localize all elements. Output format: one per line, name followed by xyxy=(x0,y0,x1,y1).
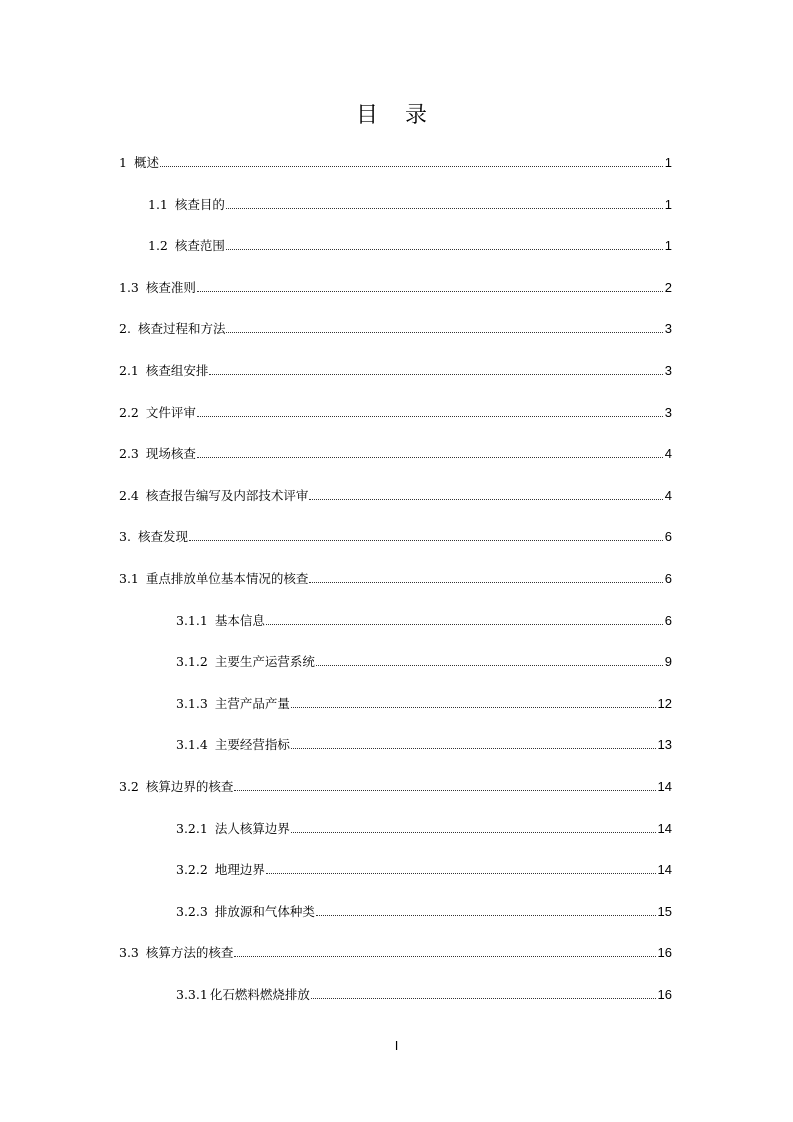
toc-dot-leader xyxy=(309,582,662,583)
toc-dot-leader xyxy=(291,832,656,833)
toc-entry-page: 9 xyxy=(664,654,672,670)
toc-entry-page: 3 xyxy=(664,363,672,378)
toc-entry[interactable] xyxy=(148,228,672,254)
toc-entry-title: 核查发现 xyxy=(137,529,188,545)
toc-dot-leader xyxy=(160,166,663,167)
toc-dot-leader xyxy=(189,540,663,541)
toc-dot-leader xyxy=(266,873,656,874)
toc-entry[interactable] xyxy=(176,894,672,920)
toc-entry[interactable] xyxy=(119,478,672,504)
toc-dot-leader xyxy=(209,374,662,375)
toc-entry-page: 16 xyxy=(657,987,672,1002)
toc-entry-page: 1 xyxy=(664,155,672,170)
toc-entry[interactable] xyxy=(176,686,672,712)
toc-dot-leader xyxy=(234,790,655,791)
toc-entry-title: 核算边界的核查 xyxy=(145,779,234,794)
toc-entry[interactable] xyxy=(119,270,672,296)
toc-dot-leader xyxy=(316,915,656,916)
toc-entry[interactable] xyxy=(176,727,672,753)
toc-entry-title: 重点排放单位基本情况的核查 xyxy=(145,571,309,586)
page-title: 目 录 xyxy=(356,103,437,128)
toc-entry-number: 1.3 xyxy=(119,279,139,295)
toc-entry[interactable] xyxy=(119,311,672,337)
toc-entry-number: 2.2 xyxy=(119,404,139,420)
toc-entry-number: 3.3 xyxy=(119,945,139,961)
toc-entry-title: 现场核查 xyxy=(145,446,196,462)
toc-entry-number: 3.2 xyxy=(119,779,139,794)
toc-entry[interactable] xyxy=(119,436,672,462)
toc-entry-title: 核查目的 xyxy=(174,196,225,212)
toc-entry-title: 法人核算边界 xyxy=(214,820,290,836)
toc-entry-number: 2. xyxy=(119,321,131,337)
toc-entry-title: 化石燃料燃烧排放 xyxy=(209,987,310,1002)
toc-entry[interactable] xyxy=(119,145,672,171)
toc-entry[interactable] xyxy=(176,644,672,670)
toc-entry-page: 1 xyxy=(664,196,672,212)
toc-entry[interactable] xyxy=(119,353,672,379)
toc-entry-number: 3. xyxy=(119,529,131,545)
toc-dot-leader xyxy=(266,624,663,625)
toc-entry-page: 14 xyxy=(657,779,672,794)
toc-entry-page: 16 xyxy=(657,945,672,961)
toc-dot-leader xyxy=(197,416,663,417)
toc-dot-leader xyxy=(291,748,656,749)
toc-entry-title: 主要生产运营系统 xyxy=(214,654,315,670)
toc-entry-number: 3.2.2 xyxy=(176,862,208,878)
toc-entry-title: 地理边界 xyxy=(214,862,265,878)
toc-entry[interactable] xyxy=(176,811,672,837)
toc-dot-leader xyxy=(311,998,656,999)
toc-entry-number: 2.4 xyxy=(119,487,139,503)
page-number: I xyxy=(394,1038,399,1053)
toc-dot-leader xyxy=(291,707,656,708)
toc-dot-leader xyxy=(226,332,662,333)
toc-entry-page: 4 xyxy=(664,446,672,462)
toc-dot-leader xyxy=(226,208,663,209)
toc-entry-page: 13 xyxy=(657,737,672,753)
toc-entry-number: 3.1 xyxy=(119,571,139,586)
toc-entry-title: 排放源和气体种类 xyxy=(214,903,315,919)
toc-entry[interactable] xyxy=(119,519,672,545)
toc-dot-leader xyxy=(234,956,655,957)
toc-entry-page: 4 xyxy=(664,487,672,503)
toc-entry-page: 1 xyxy=(664,238,672,254)
toc-entry-number: 3.3.1 xyxy=(176,987,208,1002)
toc-entry-number: 2.1 xyxy=(119,363,139,378)
toc-dot-leader xyxy=(226,249,663,250)
toc-entry-page: 3 xyxy=(664,321,672,337)
toc-entry-title: 核查报告编写及内部技术评审 xyxy=(145,487,309,503)
toc-entry[interactable] xyxy=(176,852,672,878)
toc-entry-title: 核查过程和方法 xyxy=(137,321,226,337)
toc-entry-page: 15 xyxy=(657,903,672,919)
toc-entry-number: 3.1.3 xyxy=(176,695,208,711)
toc-entry-number: 2.3 xyxy=(119,446,139,462)
toc-entry-title: 核算方法的核查 xyxy=(145,945,234,961)
toc-entry[interactable] xyxy=(119,935,672,961)
toc-entry-number: 1.2 xyxy=(148,238,168,254)
toc-entry-title: 概述 xyxy=(133,155,159,170)
toc-entry-page: 3 xyxy=(664,404,672,420)
toc-dot-leader xyxy=(316,665,663,666)
toc-entry-number: 1 xyxy=(119,155,127,170)
toc-entry[interactable] xyxy=(176,977,672,1003)
toc-entry-title: 主营产品产量 xyxy=(214,695,290,711)
toc-entry-number: 3.1.4 xyxy=(176,737,208,753)
toc-entry-title: 基本信息 xyxy=(214,612,265,628)
toc-entry-title: 核查范围 xyxy=(174,238,225,254)
toc-entry-title: 核查组安排 xyxy=(145,363,209,378)
toc-dot-leader xyxy=(309,499,662,500)
toc-dot-leader xyxy=(197,291,663,292)
toc-entry-page: 6 xyxy=(664,571,672,586)
toc-entry-number: 3.2.3 xyxy=(176,903,208,919)
toc-entry-page: 14 xyxy=(657,820,672,836)
toc-entry-page: 6 xyxy=(664,529,672,545)
toc-entry-page: 12 xyxy=(657,695,672,711)
toc-entry[interactable] xyxy=(119,769,672,795)
toc-entry-page: 14 xyxy=(657,862,672,878)
toc-entry-title: 主要经营指标 xyxy=(214,737,290,753)
toc-entry-number: 1.1 xyxy=(148,196,168,212)
toc-entry[interactable] xyxy=(148,187,672,213)
toc-entry[interactable] xyxy=(176,603,672,629)
toc-entry[interactable] xyxy=(119,395,672,421)
toc-entry-number: 3.1.1 xyxy=(176,612,208,628)
toc-entry[interactable] xyxy=(119,561,672,587)
toc-entry-page: 2 xyxy=(664,279,672,295)
toc-entry-title: 核查准则 xyxy=(145,279,196,295)
toc-entry-title: 文件评审 xyxy=(145,404,196,420)
toc-entry-number: 3.2.1 xyxy=(176,820,208,836)
toc-entry-page: 6 xyxy=(664,612,672,628)
toc-entry-number: 3.1.2 xyxy=(176,654,208,670)
toc-dot-leader xyxy=(197,457,663,458)
